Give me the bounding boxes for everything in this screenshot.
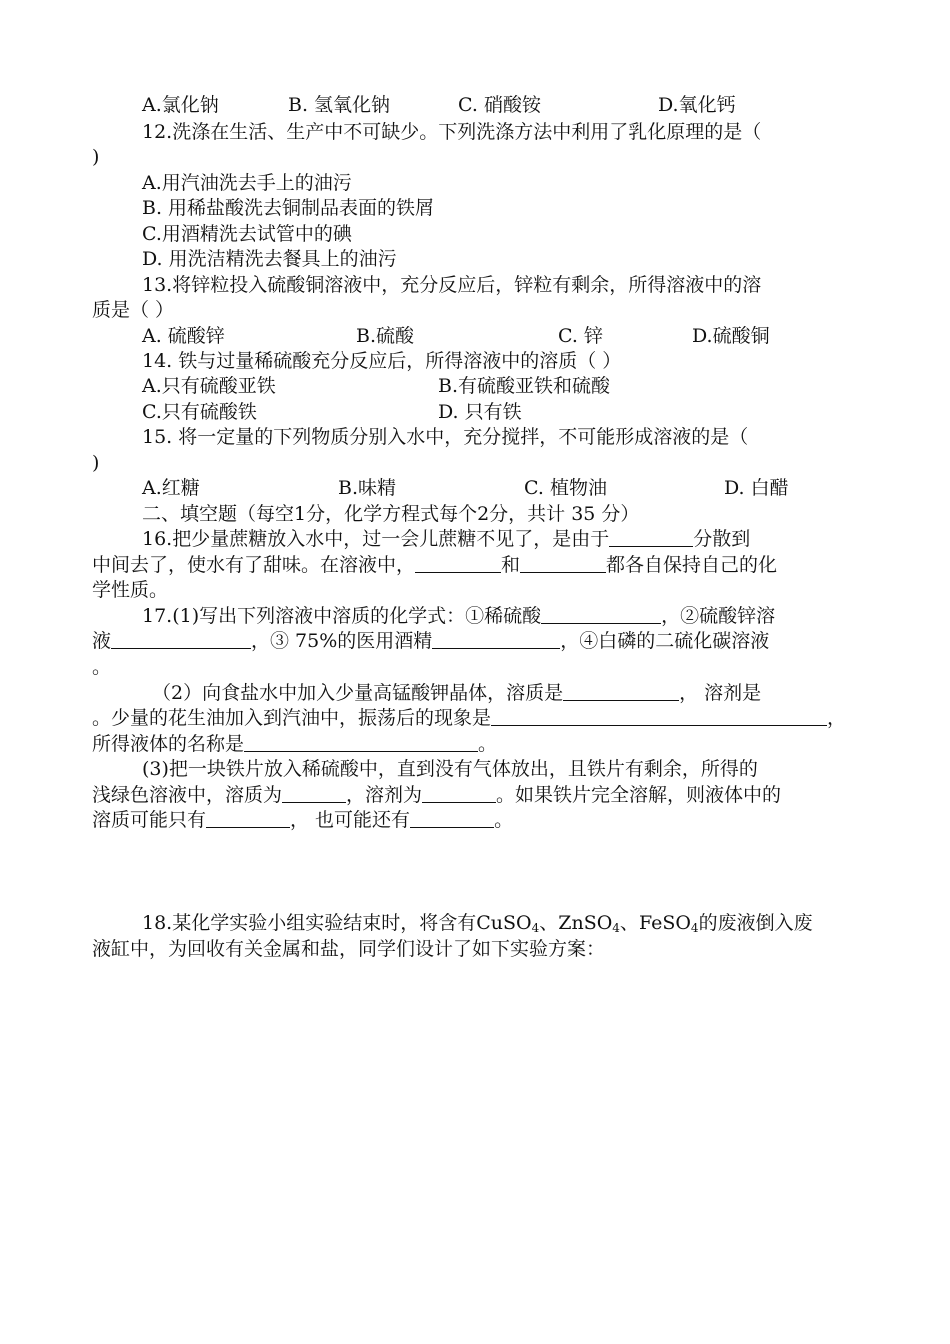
q17-blank-solute[interactable] [563, 682, 679, 701]
q16-text-4: 和 [501, 554, 521, 576]
q17-line5 [92, 706, 846, 730]
q15-option-d: D. 白醋 [724, 477, 789, 499]
q17-line1 [142, 604, 775, 628]
q17-blank-sulfuric-acid[interactable] [541, 605, 661, 624]
q17-line2 [92, 629, 769, 653]
q17-text-8b: ，溶剂为 [346, 784, 423, 806]
q17-text-6a: 所得液体的名称是 [92, 733, 245, 755]
q17-text-9c: 。 [494, 809, 514, 831]
q18-formula-feso4: FeSO$_4$ [638, 912, 699, 935]
q17-line7: (3)把一块铁片放入稀硫酸中，直到没有气体放出，且铁片有剩余，所得的 [142, 758, 758, 780]
q17-blank-iron-solute[interactable] [282, 784, 346, 803]
q18-text-a: 18.某化学实验小组实验结束时，将含有 [142, 912, 477, 934]
q17-blank-also-solute[interactable] [410, 809, 494, 828]
q18-sep-2: 、 [619, 912, 639, 934]
q16-line3: 学性质。 [92, 579, 169, 601]
q13-stem: 13.将锌粒投入硫酸铜溶液中，充分反应后，锌粒有剩余，所得溶液中的溶 [142, 274, 762, 296]
q17-text-9a: 溶质可能只有 [92, 809, 207, 831]
q12-close: ) [92, 146, 100, 168]
q15-option-c: C. 植物油 [524, 477, 607, 499]
q17-blank-only-solute[interactable] [206, 809, 290, 828]
q17-text-5a: 。少量的花生油加入到汽油中，振荡后的现象是 [92, 707, 492, 729]
q17-text-8c: 。如果铁片完全溶解，则液体中的 [496, 784, 782, 806]
q12-option-d: D. 用洗洁精洗去餐具上的油污 [142, 248, 397, 270]
q16-blank-1[interactable] [609, 528, 693, 547]
q12-option-b: B. 用稀盐酸洗去铜制品表面的铁屑 [142, 197, 435, 219]
q11-option-d: D.氧化钙 [658, 94, 736, 116]
q13-stem-cont: 质是（ ） [92, 299, 175, 321]
q13-option-a: A. 硫酸锌 [142, 325, 225, 347]
q17-text-4b: ， 溶剂是 [679, 682, 762, 704]
q14-options-row2 [142, 400, 522, 424]
q17-text-2c: ，④白磷的二硫化碳溶液 [560, 630, 770, 652]
q12-stem: 12.洗涤在生活、生产中不可缺少。下列洗涤方法中利用了乳化原理的是（ [142, 121, 762, 143]
q15-stem: 15. 将一定量的下列物质分别入水中，充分搅拌，不可能形成溶液的是（ [142, 426, 749, 448]
q17-text-1b: ，②硫酸锌溶 [661, 605, 776, 627]
q17-text-6b: 。 [478, 733, 498, 755]
q18-line1 [142, 911, 813, 940]
q16-blank-2[interactable] [415, 554, 501, 573]
q16-text-3: 中间去了，使水有了甜味。在溶液中， [92, 554, 416, 576]
q15-option-b: B.味精 [338, 477, 397, 499]
q14-options-row1 [142, 374, 610, 398]
q15-option-a: A.红糖 [142, 477, 200, 499]
q11-option-b: B. 氢氧化钠 [288, 94, 391, 116]
q14-option-c: C.只有硫酸铁 [142, 401, 257, 423]
q17-text-1a: 17.(1)写出下列溶液中溶质的化学式：①稀硫酸 [142, 605, 542, 627]
q17-text-2b: ，③ 75%的医用酒精 [251, 630, 433, 652]
q12-option-c: C.用酒精洗去试管中的碘 [142, 223, 352, 245]
q17-line6 [92, 732, 497, 756]
q17-text-8a: 浅绿色溶液中，溶质为 [92, 784, 283, 806]
q17-blank-liquid-name[interactable] [244, 733, 478, 752]
q16-text-1: 16.把少量蔗糖放入水中，过一会儿蔗糖不见了，是由于 [142, 528, 610, 550]
q16-text-2: 分散到 [693, 528, 751, 550]
q16-blank-3[interactable] [520, 554, 606, 573]
q18-text-b: 的废液倒入废 [698, 912, 813, 934]
q17-line3: 。 [92, 656, 112, 678]
q12-option-a: A.用汽油洗去手上的油污 [142, 172, 352, 194]
q17-line8 [92, 783, 781, 807]
q13-option-d: D.硫酸铜 [692, 325, 770, 347]
q17-text-9b: ， 也可能还有 [290, 809, 411, 831]
q16-line1 [142, 527, 750, 551]
q17-text-4a: （2）向食盐水中加入少量高锰酸钾晶体，溶质是 [152, 682, 564, 704]
q17-blank-iron-solvent[interactable] [422, 784, 496, 803]
q11-option-c: C. 硝酸铵 [458, 94, 541, 116]
q14-option-a: A.只有硫酸亚铁 [142, 375, 276, 397]
q18-formula-cuso4: CuSO$_4$ [476, 912, 540, 935]
q17-blank-alcohol[interactable] [432, 630, 560, 649]
q17-line4 [152, 681, 761, 705]
q18-formula-znso4: ZnSO$_4$ [558, 912, 620, 935]
q17-line9 [92, 808, 513, 832]
q15-options [142, 476, 789, 500]
q14-stem: 14. 铁与过量稀硫酸充分反应后，所得溶液中的溶质（ ） [142, 350, 622, 372]
q13-options [142, 324, 770, 348]
q17-text-2a: 液 [92, 630, 112, 652]
q18-sep-1: 、 [539, 912, 559, 934]
q17-blank-phenomenon[interactable] [491, 707, 827, 726]
q11-options [142, 93, 736, 117]
q17-blank-zinc-sulfate[interactable] [111, 630, 251, 649]
q13-option-b: B.硫酸 [356, 325, 415, 347]
q13-option-c: C. 锌 [558, 325, 603, 347]
q14-option-b: B.有硫酸亚铁和硫酸 [438, 375, 611, 397]
q18-line2: 液缸中，为回收有关金属和盐，同学们设计了如下实验方案： [92, 938, 606, 960]
q15-close: ) [92, 452, 100, 474]
section-heading: 二、填空题（每空1分，化学方程式每个2分，共计 35 分） [142, 503, 640, 525]
q16-text-5: 都各自保持自己的化 [606, 554, 778, 576]
q17-text-5b: ， [827, 707, 847, 729]
q16-line2 [92, 553, 777, 577]
q14-option-d: D. 只有铁 [438, 401, 522, 423]
q11-option-a: A.氯化钠 [142, 94, 219, 116]
